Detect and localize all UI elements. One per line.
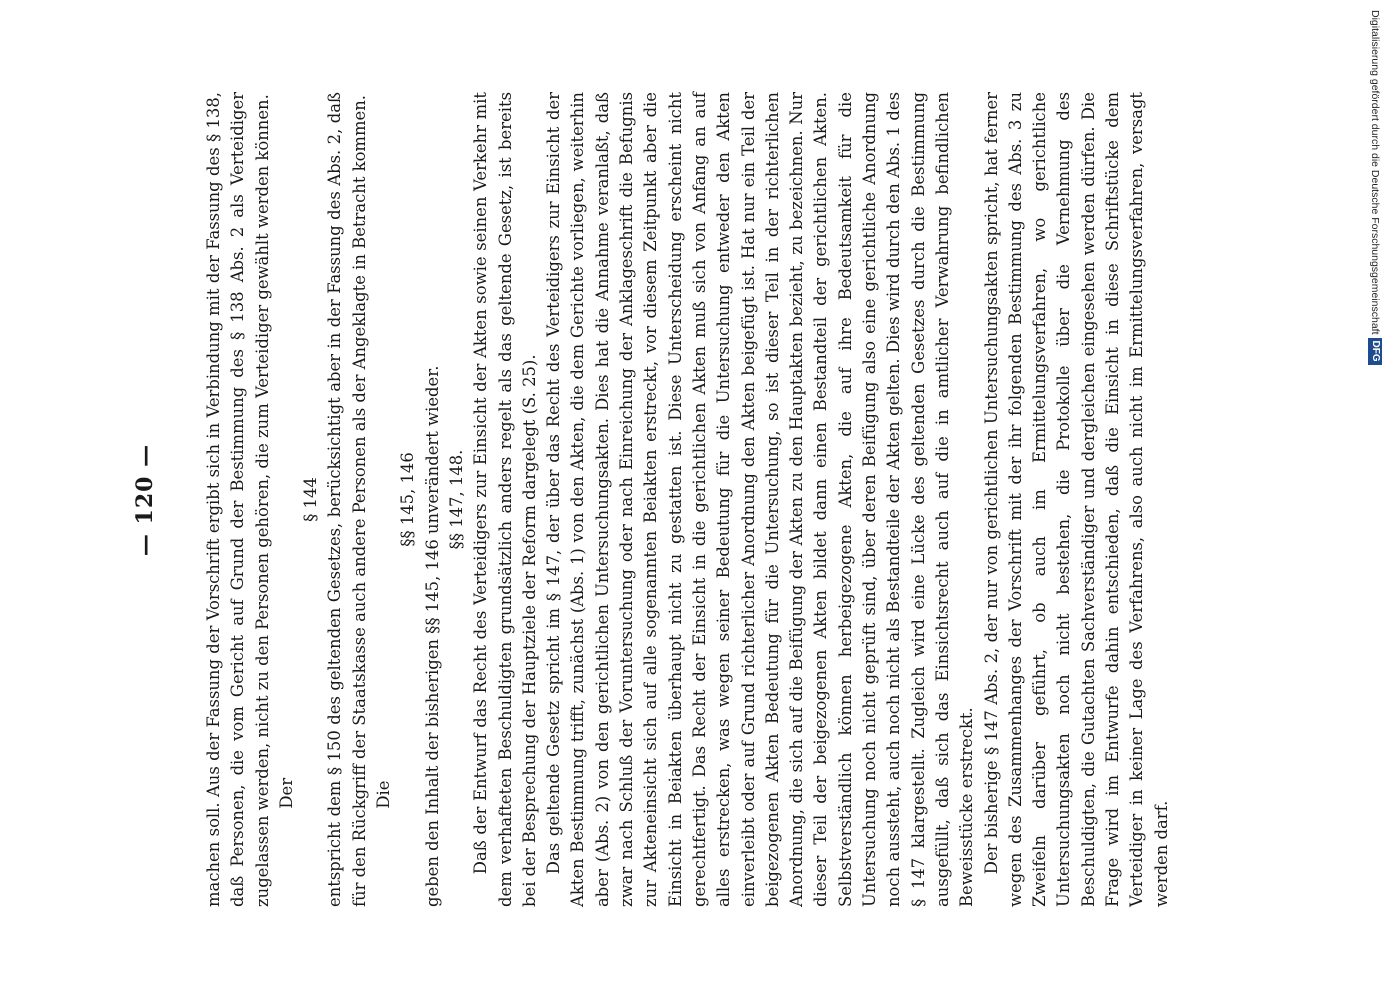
dfg-logo: DFG [1368, 338, 1382, 365]
page-content [110, 85, 1240, 915]
paragraph: machen soll. Aus der Fassung der Vorschrift ergibt sich in Verbindung mit der Fassung des § 138, daß Personen, die vom Gericht auf Grund der Bestimmung des § 138 Abs. 2 als Verteidiger zugelassen werden, nicht zu den Personen gehören, die zum Verteidiger gewählt werden können. [204, 92, 272, 907]
paragraph: geben den Inhalt der bisherigen §§ 145, 146 unverändert wieder. [422, 365, 442, 907]
section-intro: Der [276, 777, 296, 809]
page-number-header: — 120 — [132, 443, 158, 557]
section-intro: Die [374, 780, 394, 809]
paragraph: Der bisherige § 147 Abs. 2, der nur von gerichtlichen Untersuchungsakten spricht, hat ferner wegen des Zusammenhanges der Vorschrift mit der ihr folgenden Bestimmung des Abs. 3 zu Zweifeln darüber geführt, ob auch im Ermittelungsverfahren, wo gerichtliche Untersuchungsakten noch nicht bestehen, die Protokolle über die Vernehmung des Beschuldigten, die Gutachten Sachverständiger und dergleichen eingesehen werden dürfen. Die Frage wird im Entwurfe dahin entschieden, daß die Einsicht in diese Schriftstücke dem Verteidiger in keiner Lage des Verfahrens, also auch nicht im Ermittelungsverfahren, versagt werden darf. [981, 92, 1171, 907]
paragraph: entspricht dem § 150 des geltenden Gesetzes, berücksichtigt aber in der Fassung des Abs. 2, daß für den Rückgriff der Staatskasse auch andere Personen als der Angeklagte in Betracht kommen. [325, 92, 369, 907]
section-heading: §§ 147, 148. [446, 449, 466, 550]
paragraph: Daß der Entwurf das Recht des Verteidigers zur Einsicht der Akten sowie seinen Verkehr mit dem verhafteten Beschuldigten grundsätzlich anders regelt als das geltende Gesetz, ist bereits bei der Besprechung der Hauptziele der Reform dargelegt (S. 25). [471, 92, 539, 907]
section-heading: §§ 145, 146 [398, 452, 418, 547]
body-text [202, 92, 1174, 907]
digitization-credit [1368, 10, 1382, 390]
rotated-page [110, 85, 1240, 915]
section-heading: § 144 [301, 477, 321, 522]
paragraph: Das geltende Gesetz spricht im § 147, der über das Recht des Verteidigers zur Einsicht der Akten Bestimmung trifft, zunächst (Abs. 1) von den Akten, die dem Gerichte vorliegen, weiterhin aber (Abs. 2) von den gerichtlichen Untersuchungsakten. Dies hat die Annahme veranlaßt, daß zwar nach Schluß der Voruntersuchung oder nach Einreichung der Anklageschrift die Befugnis zur Akteneinsicht sich auf alle sogenannten Beiakten erstreckt, vor diesem Zeitpunkt aber die Einsicht in Beiakten überhaupt nicht zu gestatten ist. Diese Unterscheidung erscheint nicht gerechtfertigt. Das Recht der Einsicht in die gerichtlichen Akten muß sich von Anfang an auf alles erstrecken, was wegen seiner Bedeutung für die Untersuchung entweder den Akten einverleibt oder auf Grund richterlicher Anordnung den Akten beigefügt ist. Hat nur ein Teil der beigezogenen Akten Bedeutung für die Untersuchung, so ist dieser Teil in der richterlichen Anordnung, die sich auf die Beifügung der Akten zu den Hauptakten bezieht, zu bezeichnen. Nur dieser Teil der beigezogenen Akten bildet dann einen Bestandteil der gerichtlichen Akten. Selbstverständlich können herbeigezogene Akten, die auf ihre Bedeutsamkeit für die Untersuchung noch nicht geprüft sind, über deren Beifügung also eine gerichtliche Anordnung noch aussteht, auch noch nicht als Bestandteile der Akten gelten. Dies wird durch den Abs. 1 des § 147 klargestellt. Zugleich wird eine Lücke des geltenden Gesetzes durch die Bestimmung ausgefüllt, daß sich das Einsichtsrecht auch auf die in amtlicher Verwahrung befindlichen Beweisstücke erstreckt. [544, 92, 977, 907]
credit-text: Digitalisierung gefördert durch die Deutsche Forschungsgemeinschaft [1369, 10, 1381, 335]
